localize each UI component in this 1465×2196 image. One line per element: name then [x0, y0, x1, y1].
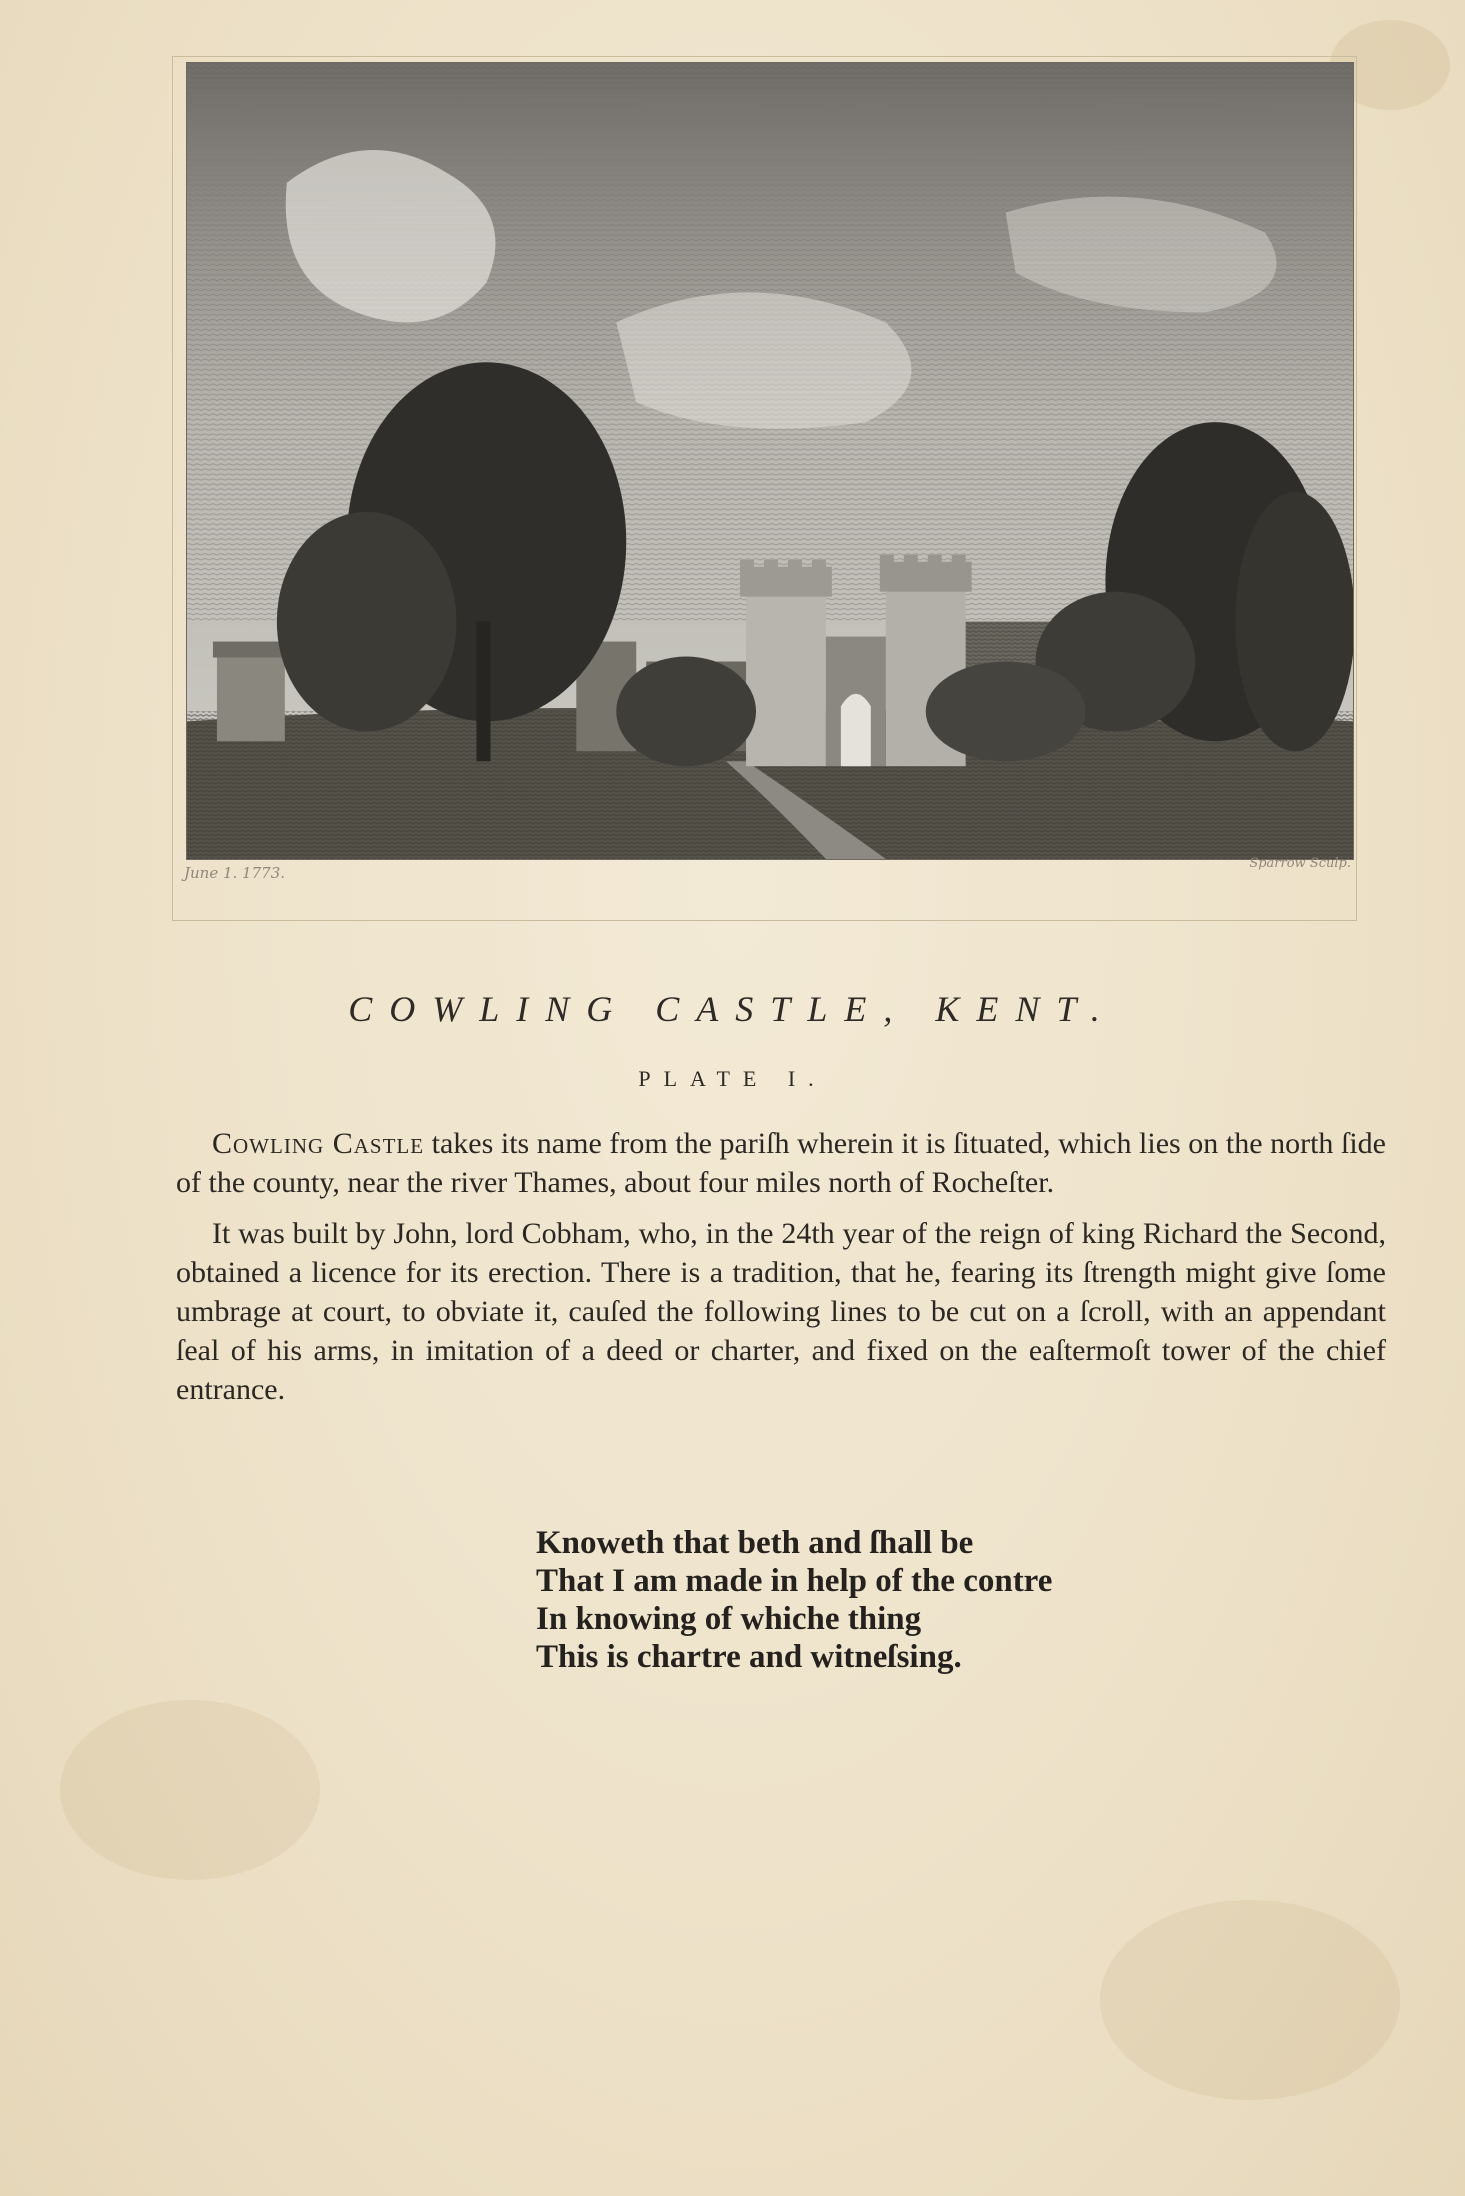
paragraph-2: It was built by John, lord Cobham, who, in the 24th year of the reign of king Richard the Second, obtained a licence for its erection. There is a tradition, that he, fearing its ſtrength might give ſome umbrage at court, to obviate it, cauſed the following lines to be cut on a ſcroll, with an appendant ſeal of his arms, in imitation of a deed or charter, and fixed on the eaſtermoſt tower of the chief entrance. — [176, 1217, 1386, 1406]
paper-stain — [60, 1700, 320, 1880]
engraving-date-imprint: June 1. 1773. — [184, 864, 286, 882]
verse-line: Knoweth that beth and ſhall be — [536, 1525, 974, 1561]
charter-verse — [536, 1524, 1236, 1676]
castle-illustration — [187, 63, 1353, 859]
engraver-imprint: Sparrow Sculp. — [1249, 856, 1351, 871]
paper-stain — [1100, 1900, 1400, 2100]
page-title: COWLING CASTLE, KENT. — [348, 989, 1117, 1029]
plate-number: PLATE I. — [638, 1066, 827, 1091]
paragraph-1 — [176, 1124, 1386, 1202]
castle-engraving — [186, 62, 1354, 860]
article-body — [176, 1124, 1386, 1421]
paragraph-1-lead: Cowling Castle — [212, 1127, 425, 1160]
verse-line: That I am made in help of the contre — [536, 1563, 1053, 1599]
verse-line: This is chartre and witneſsing. — [536, 1639, 962, 1675]
verse-line: In knowing of whiche thing — [536, 1601, 922, 1637]
paragraph-1-text: takes its name from the pariſh wherein it is ſituated, which lies on the north ſide of the county, near the river Thames, about four miles north of Rocheſter. — [176, 1127, 1386, 1199]
